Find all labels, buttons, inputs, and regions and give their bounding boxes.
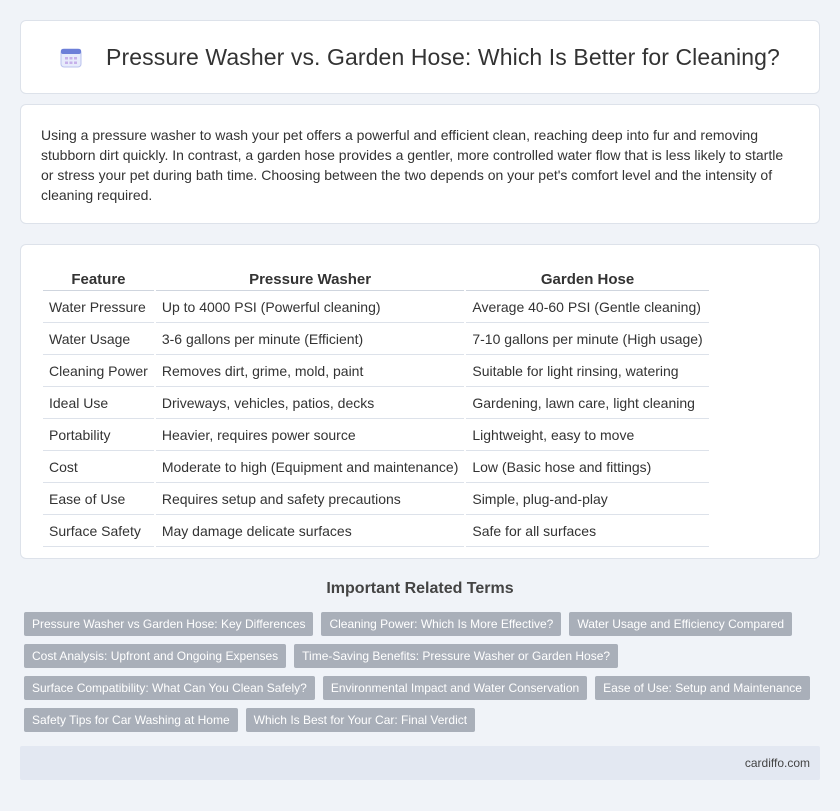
table-cell: 7-10 gallons per minute (High usage) <box>466 325 708 355</box>
related-term-tag[interactable]: Environmental Impact and Water Conservation <box>323 676 587 700</box>
table-cell: Requires setup and safety precautions <box>156 485 465 515</box>
page-title: Pressure Washer vs. Garden Hose: Which Is Better for Cleaning? <box>106 43 780 70</box>
table-cell: Lightweight, easy to move <box>466 421 708 451</box>
table-cell: Driveways, vehicles, patios, decks <box>156 389 465 419</box>
table-cell: Ease of Use <box>43 485 154 515</box>
table-cell: Simple, plug-and-play <box>466 485 708 515</box>
table-cell: Average 40-60 PSI (Gentle cleaning) <box>466 293 708 323</box>
related-term-tag[interactable]: Cleaning Power: Which Is More Effective? <box>321 612 561 636</box>
header-card <box>20 20 820 94</box>
table-cell: Water Pressure <box>43 293 154 323</box>
table-cell: Cleaning Power <box>43 357 154 387</box>
related-term-tag[interactable]: Ease of Use: Setup and Maintenance <box>595 676 810 700</box>
table-cell: Gardening, lawn care, light cleaning <box>466 389 708 419</box>
comparison-table <box>41 265 711 549</box>
footer-site-link[interactable]: cardiffo.com <box>744 756 810 770</box>
table-cell: Suitable for light rinsing, watering <box>466 357 708 387</box>
table-cell: Portability <box>43 421 154 451</box>
header-pressure-washer: Pressure Washer <box>156 267 465 291</box>
related-term-tag[interactable]: Surface Compatibility: What Can You Clean Safely? <box>24 676 315 700</box>
table-cell: Water Usage <box>43 325 154 355</box>
table-cell: May damage delicate surfaces <box>156 517 465 547</box>
table-row <box>43 453 709 483</box>
table-row <box>43 357 709 387</box>
intro-card <box>20 104 820 224</box>
related-term-tag[interactable]: Time-Saving Benefits: Pressure Washer or Garden Hose? <box>294 644 618 668</box>
table-row <box>43 325 709 355</box>
table-row <box>43 517 709 547</box>
related-term-tag[interactable]: Safety Tips for Car Washing at Home <box>24 708 238 732</box>
table-cell: 3-6 gallons per minute (Efficient) <box>156 325 465 355</box>
calendar-icon <box>60 46 82 68</box>
table-row <box>43 293 709 323</box>
intro-paragraph: Using a pressure washer to wash your pet offers a powerful and efficient clean, reaching deep into fur and removing stubborn dirt quickly. In contrast, a garden hose provides a gentler, more controlled water flow that is less likely to startle or stress your pet during bath time. Choosing between the two depends on your pet's comfort level and the intensity of cleaning required. <box>41 127 784 203</box>
table-header-row <box>43 267 709 291</box>
related-terms-heading: Important Related Terms <box>326 580 514 597</box>
header-feature: Feature <box>43 267 154 291</box>
table-cell: Moderate to high (Equipment and maintenance) <box>156 453 465 483</box>
table-row <box>43 485 709 515</box>
related-terms-list <box>24 612 824 740</box>
table-row <box>43 421 709 451</box>
table-cell: Heavier, requires power source <box>156 421 465 451</box>
comparison-table-card <box>20 244 820 559</box>
related-term-tag[interactable]: Which Is Best for Your Car: Final Verdict <box>246 708 475 732</box>
table-cell: Ideal Use <box>43 389 154 419</box>
table-cell: Surface Safety <box>43 517 154 547</box>
related-term-tag[interactable]: Water Usage and Efficiency Compared <box>569 612 792 636</box>
table-cell: Safe for all surfaces <box>466 517 708 547</box>
table-cell: Up to 4000 PSI (Powerful cleaning) <box>156 293 465 323</box>
header-garden-hose: Garden Hose <box>466 267 708 291</box>
related-term-tag[interactable]: Cost Analysis: Upfront and Ongoing Expenses <box>24 644 286 668</box>
table-cell: Low (Basic hose and fittings) <box>466 453 708 483</box>
footer <box>20 746 820 780</box>
related-term-tag[interactable]: Pressure Washer vs Garden Hose: Key Differences <box>24 612 313 636</box>
table-cell: Cost <box>43 453 154 483</box>
table-cell: Removes dirt, grime, mold, paint <box>156 357 465 387</box>
table-row <box>43 389 709 419</box>
